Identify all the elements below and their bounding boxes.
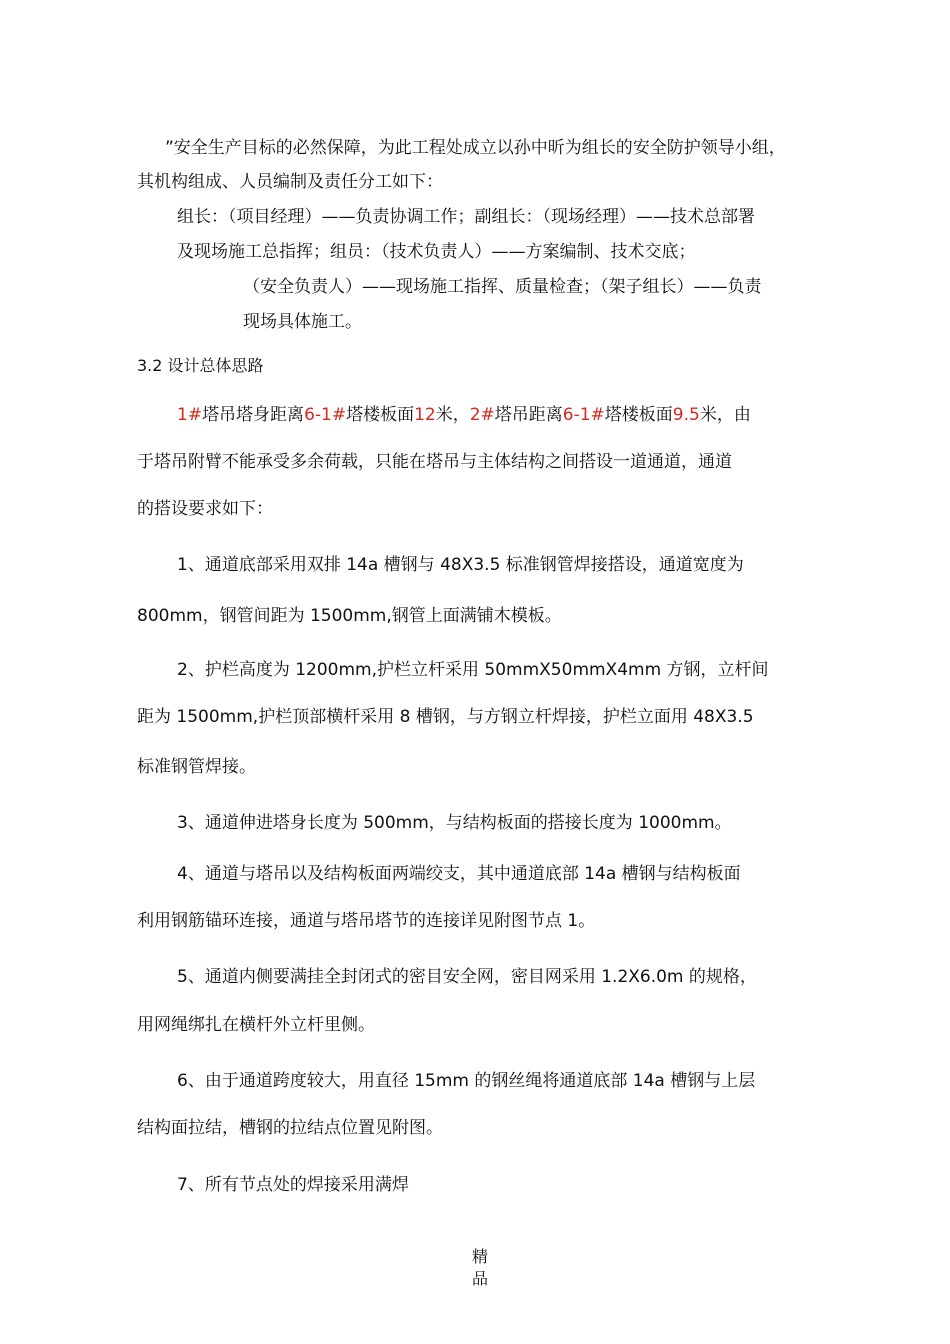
intro-line2: 于塔吊附臂不能承受多余荷载，只能在塔吊与主体结构之间搭设一道通道，通道 bbox=[137, 452, 732, 472]
para1-line1: ”安全生产目标的必然保障，为此工程处成立以孙中昕为组长的安全防护领导小组， bbox=[165, 138, 786, 158]
item-3-line1: 3、通道伸进塔身长度为 500mm，与结构板面的搭接长度为 1000mm。 bbox=[177, 813, 732, 833]
building-label-1: 6-1# bbox=[304, 405, 347, 425]
roles-line3: （安全负责人）——现场施工指挥、质量检查；（架子组长）——负责 bbox=[243, 277, 762, 297]
para1-line2: 其机构组成、人员编制及责任分工如下： bbox=[137, 172, 443, 192]
intro-text-2: 塔楼板面 bbox=[346, 405, 415, 425]
item-1-line2: 800mm，钢管间距为 1500mm,钢管上面满铺木模板。 bbox=[137, 606, 562, 626]
item-5-line1: 5、通道内侧要满挂全封闭式的密目安全网，密目网采用 1.2X6.0m 的规格， bbox=[177, 967, 757, 987]
intro-text-4: 塔吊距离 bbox=[494, 405, 563, 425]
section-heading: 3.2 设计总体思路 bbox=[137, 356, 264, 375]
page-footer: 精品 bbox=[471, 1247, 488, 1288]
item-1-line1: 1、通道底部采用双排 14a 槽钢与 48X3.5 标准钢管焊接搭设，通道宽度为 bbox=[177, 555, 744, 575]
intro-text-3: 米， bbox=[435, 405, 470, 425]
roles-line1: 组长：（项目经理）——负责协调工作；副组长：（现场经理）——技术总部署 bbox=[177, 207, 755, 227]
item-6-line2: 结构面拉结，槽钢的拉结点位置见附图。 bbox=[137, 1118, 443, 1138]
roles-line2: 及现场施工总指挥；组员：（技术负责人）——方案编制、技术交底； bbox=[177, 242, 696, 262]
roles-line4: 现场具体施工。 bbox=[243, 312, 362, 332]
item-2-line1: 2、护栏高度为 1200mm,护栏立杆采用 50mmX50mmX4mm 方钢，立杆间 bbox=[177, 660, 769, 680]
intro-line3: 的搭设要求如下： bbox=[137, 499, 273, 519]
distance-1: 12 bbox=[414, 405, 436, 425]
item-4-line1: 4、通道与塔吊以及结构板面两端绞支，其中通道底部 14a 槽钢与结构板面 bbox=[177, 864, 741, 884]
intro-text-5: 塔楼板面 bbox=[604, 405, 673, 425]
intro-line1 bbox=[177, 403, 751, 427]
distance-2: 9.5 bbox=[672, 405, 700, 425]
item-4-line2: 利用钢筋锚环连接，通道与塔吊塔节的连接详见附图节点 1。 bbox=[137, 911, 596, 931]
item-5-line2: 用网绳绑扎在横杆外立杆里侧。 bbox=[137, 1015, 375, 1035]
crane-1-label: 1# bbox=[177, 405, 203, 425]
item-2-line2: 距为 1500mm,护栏顶部横杆采用 8 槽钢，与方钢立杆焊接，护栏立面用 48X3.5 bbox=[137, 707, 754, 727]
item-7-line1: 7、所有节点处的焊接采用满焊 bbox=[177, 1175, 409, 1195]
item-6-line1: 6、由于通道跨度较大，用直径 15mm 的钢丝绳将通道底部 14a 槽钢与上层 bbox=[177, 1071, 756, 1091]
item-2-line3: 标准钢管焊接。 bbox=[137, 757, 256, 777]
intro-text-6: 米，由 bbox=[699, 405, 751, 425]
crane-2-label: 2# bbox=[469, 405, 495, 425]
building-label-2: 6-1# bbox=[562, 405, 605, 425]
intro-text-1: 塔吊塔身距离 bbox=[202, 405, 305, 425]
